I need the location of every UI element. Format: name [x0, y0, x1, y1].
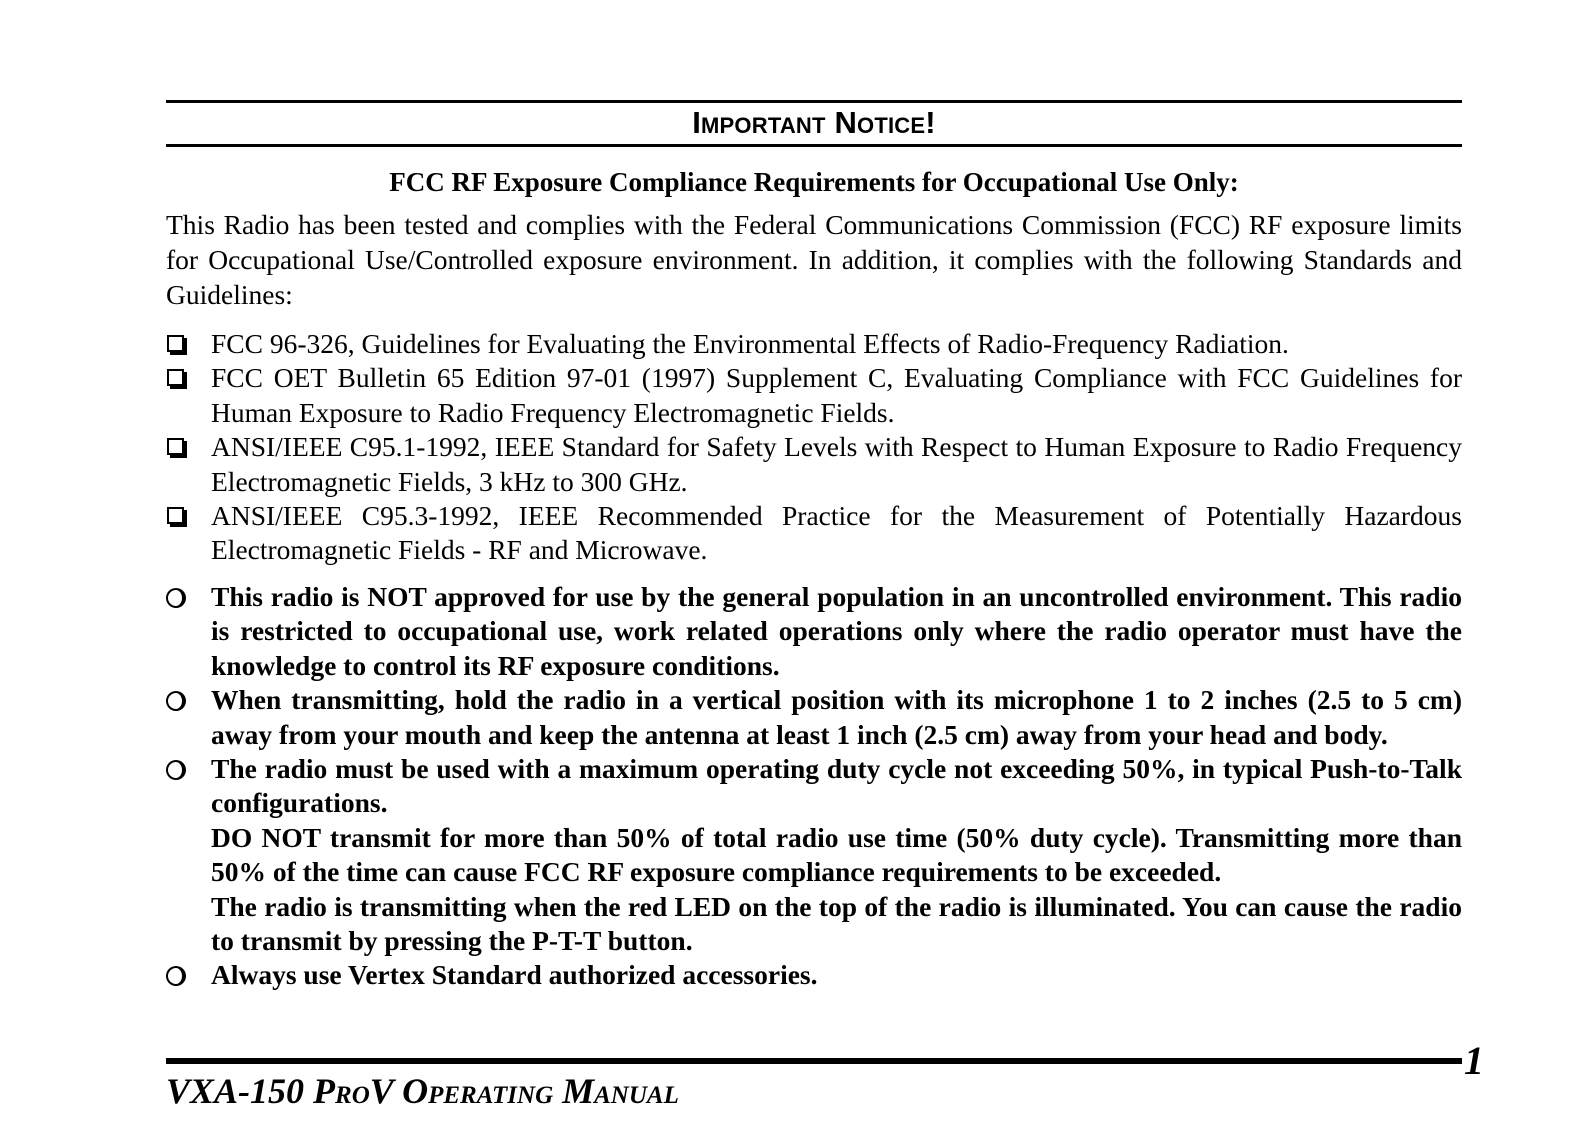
section-subtitle: FCC RF Exposure Compliance Requirements for Occupational Use Only: — [389, 167, 1239, 197]
list-item — [166, 499, 1462, 568]
checkbox-bullet-icon — [167, 335, 184, 352]
circle-bullet-icon — [166, 966, 186, 986]
warning-text: This radio is NOT approved for use by the general population in an uncontrolled environment. This radio is restricted to occupational use, work related operations only where the radio operator must have the knowledge to control its RF exposure conditions. — [211, 581, 1462, 681]
list-item — [166, 580, 1462, 683]
title-bottom-rule — [166, 144, 1462, 147]
circle-bullet-icon — [166, 691, 186, 711]
standard-text: ANSI/IEEE C95.3-1992, IEEE Recommended Practice for the Measurement of Potentially Hazardous Electromagnetic Fields - RF and Microwave. — [211, 500, 1462, 566]
manual-title: VXA-150 ProV Operating Manual — [166, 1071, 679, 1111]
circle-bullet-icon — [166, 588, 186, 608]
warning-text: Always use Vertex Standard authorized accessories. — [211, 959, 818, 991]
intro-paragraph: This Radio has been tested and complies with the Federal Communications Commission (FCC) RF exposure limits for Occupational Use/Controlled exposure environment. In addition, it complies with the following Standards and Guidelines: — [166, 209, 1462, 310]
manual-page — [166, 0, 1462, 1122]
standard-text: ANSI/IEEE C95.1-1992, IEEE Standard for Safety Levels with Respect to Human Exposure to Radio Frequency Electromagnetic Fields, 3 kHz to 300 GHz. — [211, 431, 1462, 497]
list-item — [166, 683, 1462, 752]
page-title: Important Notice! — [692, 105, 936, 140]
warning-text: The radio must be used with a maximum operating duty cycle not exceeding 50%, in typical Push-to-Talk configurations. — [211, 753, 1462, 819]
warning-text: The radio is transmitting when the red LED on the top of the radio is illuminated. You can cause the radio to transmit by pressing the P-T-T button. — [211, 890, 1462, 957]
list-item — [166, 958, 1462, 992]
standards-list — [166, 327, 1462, 568]
footer-rule — [166, 1058, 1462, 1064]
standard-text: FCC 96-326, Guidelines for Evaluating the Environmental Effects of Radio-Frequency Radiation. — [211, 328, 1289, 359]
list-item — [166, 361, 1462, 430]
list-item — [166, 430, 1462, 499]
warnings-list — [166, 580, 1462, 993]
warning-text: DO NOT transmit for more than 50% of total radio use time (50% duty cycle). Transmitting more than 50% of the time can cause FCC RF exposure compliance requirements to be exceeded. — [211, 821, 1462, 888]
standard-text: FCC OET Bulletin 65 Edition 97-01 (1997) Supplement C, Evaluating Compliance with FCC Guidelines for Human Exposure to Radio Frequency Electromagnetic Fields. — [211, 362, 1462, 428]
warning-text: When transmitting, hold the radio in a vertical position with its microphone 1 to 2 inches (2.5 to 5 cm) away from your mouth and keep the antenna at least 1 inch (2.5 cm) away from your head and body. — [211, 684, 1462, 750]
page-number: 1 — [1464, 1038, 1484, 1083]
checkbox-bullet-icon — [167, 438, 184, 455]
list-item — [166, 752, 1462, 958]
list-item — [166, 327, 1462, 361]
checkbox-bullet-icon — [167, 369, 184, 386]
checkbox-bullet-icon — [167, 507, 184, 524]
circle-bullet-icon — [166, 760, 186, 780]
